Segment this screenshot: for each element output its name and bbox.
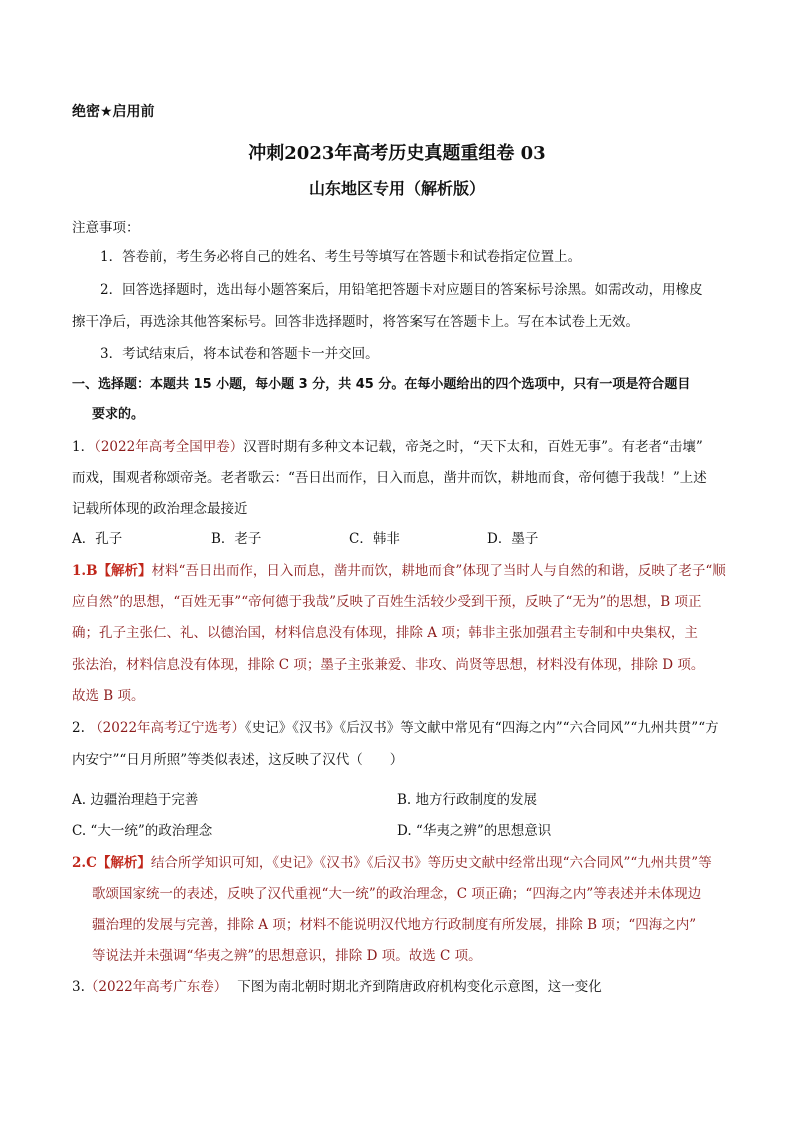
page-subtitle: 山东地区专用（解析版）	[308, 179, 485, 198]
q1-option-c: C．韩非	[349, 531, 400, 547]
q2-analysis-line-1	[72, 853, 724, 873]
q2-option-c: C. “大一统”的政治理念	[72, 823, 213, 839]
q1-analysis-line-2: 应自然”的思想，“百姓无事”“帝何德于我哉”反映了百姓生活较少受到干预，反映了“无为”的思想，B 项正	[72, 594, 702, 610]
q2-analysis-a: 结合所学知识可知，《史记》《汉书》《后汉书》等历史文献中经常出现“六合同风”“九州共贯”等	[150, 855, 712, 871]
notice-item-2b: 擦干净后，再选涂其他答案标号。回答非选择题时，将答案写在答题卡上。写在本试卷上无效。	[72, 314, 639, 330]
q1-analysis-tag: 【解析】	[97, 563, 152, 579]
q1-analysis-line-3: 确；孔子主张仁、礼、以德治国，材料信息没有体现，排除 A 项；韩非主张加强君主专制和中央集权，主	[72, 625, 698, 641]
q2-analysis-line-2: 歌颂国家统一的表述，反映了汉代重视“大一统”的政治理念，C 项正确；“四海之内”等表述并未体现边	[92, 886, 702, 902]
q2-analysis-tag: 【解析】	[96, 855, 151, 871]
notice-item-3: 3．考试结束后，将本试卷和答题卡一并交回。	[100, 346, 379, 362]
q2-text-a: 《史记》《汉书》《后汉书》等文献中常见有“四海之内”“六合同风”“九州共贯”“方	[245, 720, 719, 736]
notice-item-1: 1．答卷前，考生务必将自己的姓名、考生号等填写在答题卡和试卷指定位置上。	[100, 249, 582, 265]
q2-answer: 2.C	[72, 855, 97, 871]
q2-analysis-line-4: 等说法并未强调“华夷之辨”的思想意识，排除 D 项。故选 C 项。	[92, 948, 482, 964]
section-1-heading: 一、选择题：本题共 15 小题，每小题 3 分，共 45 分。在每小题给出的四个选项中，只有一项是符合题目	[72, 377, 691, 392]
q2-option-a: A. 边疆治理趋于完善	[72, 792, 199, 808]
q3-source: （2022年高考广东卷）	[84, 979, 228, 995]
q3-text-a: 下图为南北朝时期北齐到隋唐政府机构变化示意图，这一变化	[237, 979, 602, 995]
q2-text-line-2: 内安宁”“日月所照”等类似表述，这反映了汉代（ ）	[72, 752, 404, 768]
q3-text-line-1	[72, 977, 724, 997]
q1-text-line-3: 记载所体现的政治理念最接近	[72, 501, 248, 517]
q2-number: 2.	[72, 720, 85, 736]
section-1-heading-cont: 要求的。	[92, 407, 145, 422]
q1-text-line-2: 而戏，围观者称颂帝尧。老者歌云：“吾日出而作，日入而息，凿井而饮，耕地而食，帝何德于我哉！”上述	[72, 470, 707, 486]
q1-option-d: D．墨子	[487, 531, 539, 547]
notice-item-2a: 2．回答选择题时，选出每小题答案后，用铅笔把答题卡对应题目的答案标号涂黑。如需改动，用橡皮	[100, 282, 703, 298]
q1-text-a: 汉晋时期有多种文本记载，帝尧之时，“天下太和，百姓无事”。有老者“击壤”	[243, 439, 703, 455]
q1-analysis-a: 材料“吾日出而作，日入而息，凿井而饮，耕地而食”体现了当时人与自然的和谐，反映了老子“顺	[151, 563, 726, 579]
q1-analysis-line-4: 张法治，材料信息没有体现，排除 C 项；墨子主张兼爱、非攻、尚贤等思想，材料没有体现，排除 D 项。	[72, 657, 705, 673]
q2-option-d: D. “华夷之辨”的思想意识	[397, 823, 552, 839]
q1-answer: 1.B	[72, 563, 98, 579]
q1-option-a: A．孔子	[72, 531, 123, 547]
q1-option-b: B．老子	[211, 531, 262, 547]
notice-heading: 注意事项：	[72, 220, 140, 236]
page-title: 冲刺2023年高考历史真题重组卷 03	[248, 143, 546, 164]
q2-option-b: B. 地方行政制度的发展	[397, 792, 538, 808]
q3-number: 3.	[72, 979, 85, 995]
q1-number: 1．	[72, 439, 95, 455]
q1-text-line-1	[72, 437, 724, 457]
q2-analysis-line-3: 疆治理的发展与完善，排除 A 项；材料不能说明汉代地方行政制度有所发展，排除 B 项；“四海之内”	[92, 917, 697, 933]
q1-analysis-line-1	[72, 561, 724, 581]
q2-source: （2022年高考辽宁选考）	[89, 720, 246, 736]
q1-source: （2022年高考全国甲卷）	[94, 439, 244, 455]
secret-label: 绝密★启用前	[72, 104, 155, 120]
q1-analysis-line-5: 故选 B 项。	[72, 688, 145, 704]
q2-text-line-1	[72, 718, 724, 738]
